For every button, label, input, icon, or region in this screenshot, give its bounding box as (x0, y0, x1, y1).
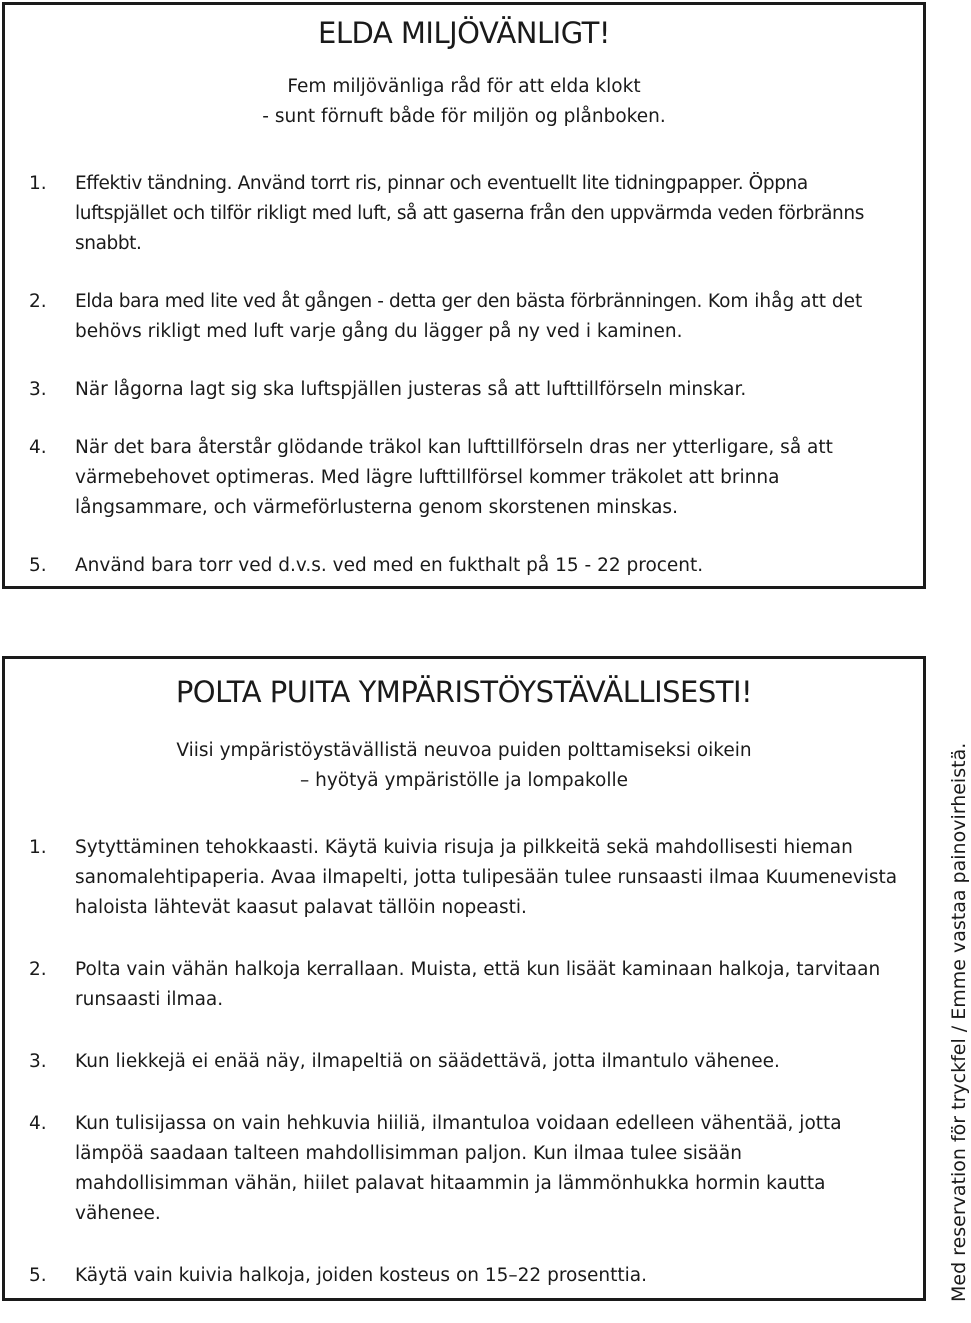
item-number: 5. (29, 555, 47, 576)
list-item (29, 1047, 899, 1077)
item-text-rest: Kun ilmaa tulee sisään mahdollisimman vähän, hiilet palavat hitaammin ja lämmönhukka hormin kautta vähenee. (75, 1143, 826, 1224)
item-text: Polta vain vähän halkoja kerrallaan. (75, 959, 405, 980)
item-text: Kun liekkejä ei enää näy, ilmapeltiä on säädettävä, jotta ilmantulo vähenee. (75, 1051, 780, 1072)
swedish-subtitle-line2: - sunt förnuft både för miljön og plånboken. (262, 106, 666, 127)
item-number: 1. (29, 837, 47, 858)
finnish-section (2, 656, 926, 1301)
item-text-rest: Kom ihåg att det behövs rikligt med luft varje gång du lägger på ny ved i kaminen. (75, 291, 863, 342)
list-item (29, 375, 899, 405)
list-item (29, 433, 899, 523)
list-item (29, 1109, 899, 1229)
item-text-rest: Käytä kuivia risuja ja pilkkeitä sekä mahdollisesti hieman sanomalehtipaperia. Avaa ilmapelti, jotta tulipesään tulee runsaasti ilmaa Kuumenevista haloista lähtevät kaasut palavat tällöin nopeasti. (75, 837, 898, 918)
item-number: 3. (29, 1051, 47, 1072)
item-text: Sytyttäminen tehokkaasti. (75, 837, 319, 858)
item-text: Elda bara med lite ved åt gången - detta ger den bästa förbränningen. (75, 291, 702, 312)
list-item (29, 551, 899, 581)
item-text: När det bara återstår glödande träkol kan lufttillförseln dras ner ytterligare, så att värmebehovet optimeras. (75, 437, 833, 488)
list-item (29, 1261, 899, 1291)
finnish-advice-list (29, 833, 899, 1323)
item-number: 1. (29, 173, 47, 194)
item-text-rest: Muista, että kun lisäät kaminaan halkoja, tarvitaan runsaasti ilmaa. (75, 959, 881, 1010)
list-item (29, 833, 899, 923)
item-number: 3. (29, 379, 47, 400)
list-item (29, 169, 899, 259)
item-text: Använd bara torr ved d.v.s. ved med en fukthalt på 15 - 22 procent. (75, 555, 704, 576)
item-number: 4. (29, 437, 47, 458)
list-item (29, 955, 899, 1015)
item-text: Effektiv tändning. Använd torrt ris, pinnar och eventuellt lite tidningpapper. Öppna luftspjället och tilför rikligt med luft, så att gaserna från den uppvärmda veden förbränns snabbt. (75, 173, 864, 254)
item-text: När lågorna lagt sig ska luftspjällen justeras så att lufttillförseln minskar. (75, 379, 747, 400)
item-number: 2. (29, 291, 47, 312)
disclaimer-note: Med reservation för tryckfel / Emme vastaa painovirheistä. (948, 742, 970, 1302)
finnish-subtitle (5, 736, 923, 796)
item-number: 2. (29, 959, 47, 980)
item-text-rest: Med lägre lufttillförsel kommer träkolet att brinna långsammare, och värmeförlusterna genom skorstenen minskas. (75, 467, 780, 518)
swedish-subtitle-line1: Fem miljövänliga råd för att elda klokt (287, 76, 641, 97)
swedish-title: ELDA MILJÖVÄNLIGT! (318, 16, 610, 50)
item-number: 5. (29, 1265, 47, 1286)
finnish-subtitle-line2: – hyötyä ympäristölle ja lompakolle (299, 770, 629, 791)
item-text: Käytä vain kuivia halkoja, joiden kosteus on 15–22 prosenttia. (75, 1265, 647, 1286)
item-number: 4. (29, 1113, 47, 1134)
finnish-title: POLTA PUITA YMPÄRISTÖYSTÄVÄLLISESTI! (175, 675, 753, 709)
swedish-subtitle (5, 72, 923, 132)
swedish-section (2, 2, 926, 589)
item-text: Kun tulisijassa on vain hehkuvia hiiliä, ilmantuloa voidaan edelleen vähentää, jotta lämpöä saadaan talteen mahdollisimman paljon. (75, 1113, 842, 1164)
swedish-advice-list (29, 169, 899, 609)
list-item (29, 287, 899, 347)
finnish-subtitle-line1: Viisi ympäristöystävällistä neuvoa puiden polttamiseksi oikein (176, 740, 752, 761)
